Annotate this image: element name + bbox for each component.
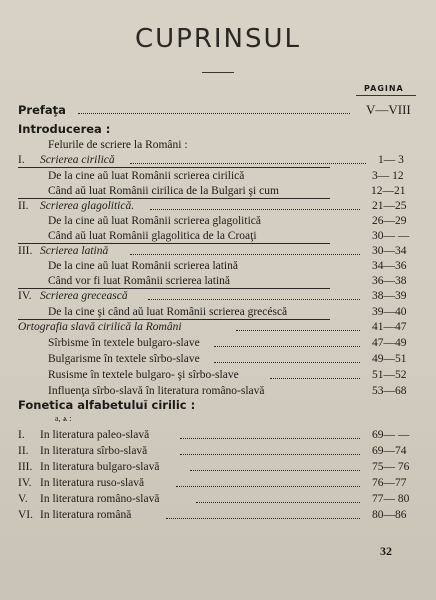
leader-dots (148, 289, 360, 300)
toc-pages: 12—21 (371, 185, 406, 197)
toc-number: IV. (18, 290, 32, 302)
leader-dots (78, 103, 350, 114)
toc-number: I. (18, 429, 25, 441)
toc-entry (0, 398, 436, 412)
toc-label: De la cine şi când aŭ luat Românii scrierea grecéscă (48, 306, 288, 318)
toc-label: In literatura ruso-slavă (40, 477, 145, 489)
leader-dots (270, 368, 360, 379)
toc-pages: 49—51 (372, 353, 407, 365)
toc-pages: 80—86 (372, 509, 407, 521)
toc-entry (0, 492, 436, 506)
title-rule (202, 72, 234, 73)
toc-pages: 75— 76 (372, 461, 410, 473)
toc-number: III. (18, 245, 33, 257)
toc-entry (0, 305, 436, 319)
toc-label: De la cine aŭ luat Românii scrierea cirilică (48, 170, 245, 182)
toc-pages: 30—34 (372, 245, 407, 257)
toc-entry (0, 103, 436, 117)
toc-entry (0, 184, 436, 198)
toc-number: III. (18, 461, 33, 473)
toc-entry (0, 153, 436, 167)
toc-label: Când aŭ luat Românii glagolitica de la Croaţi (48, 230, 257, 242)
toc-entry (0, 259, 436, 273)
toc-pages: 30— — (372, 230, 410, 242)
toc-pages: 3— 12 (372, 170, 404, 182)
toc-number: VI. (18, 509, 34, 521)
toc-entry (0, 138, 436, 152)
toc-entry (0, 244, 436, 258)
toc-label: Felurile de scriere la Români : (48, 139, 188, 151)
toc-entry (0, 460, 436, 474)
leader-dots (166, 508, 360, 519)
toc-label: Când aŭ luat Românii cirilica de la Bulgari şi cum (48, 185, 279, 197)
toc-entry (0, 368, 436, 382)
toc-pages: 21—25 (372, 200, 407, 212)
leader-dots (214, 352, 360, 363)
toc-label: Scrierea latină (40, 245, 109, 257)
toc-entry (0, 320, 436, 334)
toc-label: Când vor fi luat Românii scrierea latină (48, 275, 231, 287)
toc-label: Prefaţa (18, 103, 66, 117)
toc-pages: 38—39 (372, 290, 407, 302)
toc-number: II. (18, 445, 29, 457)
toc-entry (0, 229, 436, 243)
subsection-marker: a, ѧ : (55, 414, 72, 423)
toc-pages: 53—68 (372, 385, 407, 397)
leader-dots (180, 428, 360, 439)
toc-label: Scrierea glagolitică. (40, 200, 135, 212)
toc-pages: 41—47 (372, 321, 407, 333)
toc-number: I. (18, 154, 25, 166)
toc-pages: V—VIII (366, 102, 411, 117)
toc-entry (0, 169, 436, 183)
toc-label: In literatura paleo-slavă (40, 429, 150, 441)
toc-pages: 69— — (372, 429, 410, 441)
toc-label: Introducerea : (18, 122, 111, 136)
toc-pages: 26—29 (372, 215, 407, 227)
toc-number: II. (18, 200, 29, 212)
toc-label: Ortografia slavă cirilică la Români (18, 321, 182, 333)
toc-pages: 69—74 (372, 445, 407, 457)
toc-entry (0, 352, 436, 366)
toc-label: Sîrbisme în textele bulgaro-slave (48, 337, 200, 349)
toc-label: Fonetica alfabetuluĭ cirilic : (18, 398, 196, 412)
leader-dots (196, 492, 360, 503)
leader-dots (214, 336, 360, 347)
toc-pages: 1— 3 (378, 154, 404, 166)
toc-label: Scrierea cirilică (40, 154, 115, 166)
toc-label: De la cine aŭ luat Românii scrierea glagolitică (48, 215, 261, 227)
page-title: CUPRINSUL (134, 24, 302, 54)
toc-entry (0, 199, 436, 213)
toc-label: De la cine aŭ luat Românii scrierea latină (48, 260, 238, 272)
leader-dots (130, 153, 366, 164)
leader-dots (190, 460, 360, 471)
toc-pages: 51—52 (372, 369, 407, 381)
toc-entry (0, 428, 436, 442)
leader-dots (180, 444, 360, 455)
toc-entry (0, 384, 436, 398)
toc-label: In literatura româno-slavă (40, 493, 160, 505)
toc-label: Bulgarisme în textele sîrbo-slave (48, 353, 200, 365)
toc-pages: 76—77 (372, 477, 407, 489)
toc-entry (0, 289, 436, 303)
toc-entry (0, 476, 436, 490)
toc-label: In literatura română (40, 509, 132, 521)
toc-label: In literatura sîrbo-slavă (40, 445, 148, 457)
toc-pages: 47—49 (372, 337, 407, 349)
toc-entry (0, 274, 436, 288)
toc-entry (0, 508, 436, 522)
leader-dots (176, 476, 360, 487)
toc-label: In literatura bulgaro-slavă (40, 461, 160, 473)
toc-entry (0, 122, 436, 136)
toc-entry (0, 444, 436, 458)
page-number: 32 (380, 544, 392, 558)
toc-label: Scrierea grecească (40, 290, 128, 302)
toc-label: Rusisme în textele bulgaro- şi sîrbo-slave (48, 369, 239, 381)
leader-dots (130, 244, 360, 255)
underline (18, 167, 330, 168)
toc-pages: 77— 80 (372, 493, 410, 505)
toc-number: IV. (18, 477, 32, 489)
toc-pages: 39—40 (372, 306, 407, 318)
toc-label: Influenţa sîrbo-slavă în literatura româno-slavă (48, 385, 265, 397)
toc-pages: 34—36 (372, 260, 407, 272)
leader-dots (150, 199, 360, 210)
leader-dots (236, 320, 360, 331)
toc-number: V. (18, 493, 28, 505)
toc-pages: 36—38 (372, 275, 407, 287)
toc-entry (0, 214, 436, 228)
toc-entry (0, 336, 436, 350)
page-column-rule (356, 95, 416, 96)
page-column-header: PAGINA (364, 84, 404, 93)
